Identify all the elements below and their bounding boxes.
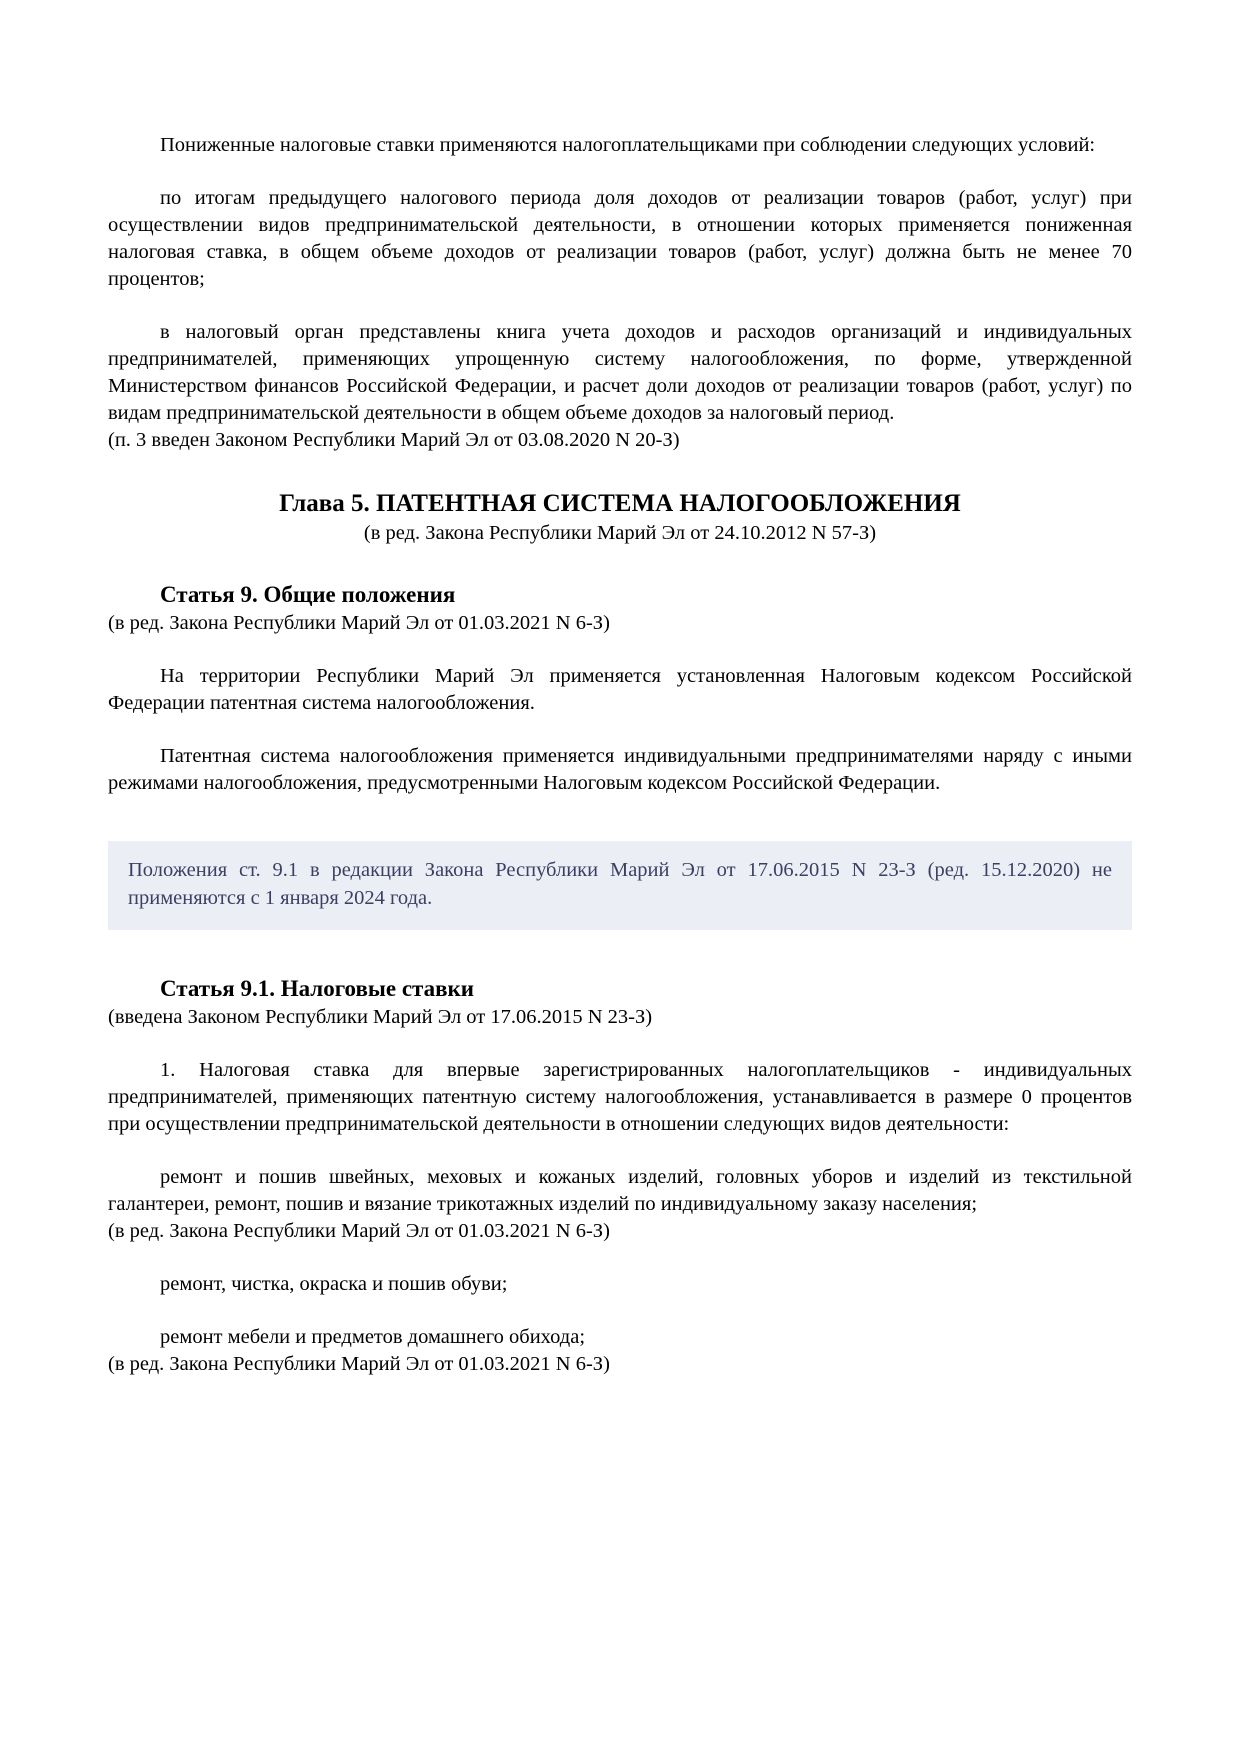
paragraph-condition-two: в налоговый орган представлены книга учета доходов и расходов организаций и индивидуальных предпринимателей, применяющих упрощенную систему налогообложения, по форме, утвержденной Министерством финансов Российской Федерации, и расчет доли доходов от реализации товаров (работ, услуг) по видам предпринимательской деятельности в общем объеме доходов за налоговый период. [108,321,1132,425]
note-text: Положения ст. 9.1 в редакции Закона Республики Марий Эл от 17.06.2015 N 23-З (ред. 15.12.2020) не применяются с 1 января 2024 года. [128,859,1112,909]
chapter-title: Глава 5. ПАТЕНТНАЯ СИСТЕМА НАЛОГООБЛОЖЕНИЯ [279,490,961,518]
note-box-article-9-1 [108,841,1132,930]
spacer [108,797,1132,841]
spacer [108,546,1132,580]
spacer [108,1031,1132,1057]
article-9-1-item-1: ремонт и пошив швейных, меховых и кожаных изделий, головных уборов и изделий из текстильной галантереи, ремонт, пошив и вязание трикотажных изделий по индивидуальному заказу населения; [108,1165,1132,1215]
spacer [108,159,1132,185]
reference-p3: (п. 3 введен Законом Республики Марий Эл от 03.08.2020 N 20-З) [108,429,680,452]
spacer [108,1245,1132,1271]
paragraph-conditions-intro: Пониженные налоговые ставки применяются налогоплательщиками при соблюдении следующих условий: [160,134,1096,156]
article-9-title: Статья 9. Общие положения [160,582,456,608]
article-9-revision: (в ред. Закона Республики Марий Эл от 01.03.2021 N 6-З) [108,612,610,635]
spacer [108,1138,1132,1164]
spacer [108,1298,1132,1324]
article-9-paragraph-1: На территории Республики Марий Эл применяется установленная Налоговым кодексом Российской Федерации патентная система налогообложения. [108,664,1132,714]
article-9-1-title: Статья 9.1. Налоговые ставки [160,976,475,1002]
chapter-revision: (в ред. Закона Республики Марий Эл от 24.10.2012 N 57-З) [363,521,877,544]
spacer [108,717,1132,743]
article-9-1-item-2: ремонт, чистка, окраска и пошив обуви; [160,1272,508,1295]
article-9-paragraph-2: Патентная система налогообложения применяется индивидуальными предпринимателями наряду с иными режимами налогообложения, предусмотренными Налоговым кодексом Российской Федерации. [108,744,1132,795]
spacer [108,930,1132,974]
article-9-1-revision: (введена Законом Республики Марий Эл от 17.06.2015 N 23-З) [108,1005,653,1028]
article-9-1-item-3: ремонт мебели и предметов домашнего обихода; [160,1325,586,1348]
article-9-1-item-3-reference: (в ред. Закона Республики Марий Эл от 01.03.2021 N 6-З) [108,1352,610,1375]
paragraph-condition-one: по итогам предыдущего налогового периода доля доходов от реализации товаров (работ, услуг) при осуществлении видов предпринимательской деятельности, в отношении которых применяется пониженная налоговая ставка, в общем объеме доходов от реализации товаров (работ, услуг) должна быть не менее 70 процентов; [108,187,1132,291]
article-9-1-item-1-reference: (в ред. Закона Республики Марий Эл от 01.03.2021 N 6-З) [108,1219,610,1242]
article-9-1-paragraph-1: 1. Налоговая ставка для впервые зарегистрированных налогоплательщиков - индивидуальных предпринимателей, применяющих патентную систему налогообложения, устанавливается в размере 0 процентов при осуществлении предпринимательской деятельности в отношении следующих видов деятельности: [108,1058,1132,1135]
spacer [108,293,1132,319]
spacer [108,637,1132,663]
spacer [108,454,1132,488]
